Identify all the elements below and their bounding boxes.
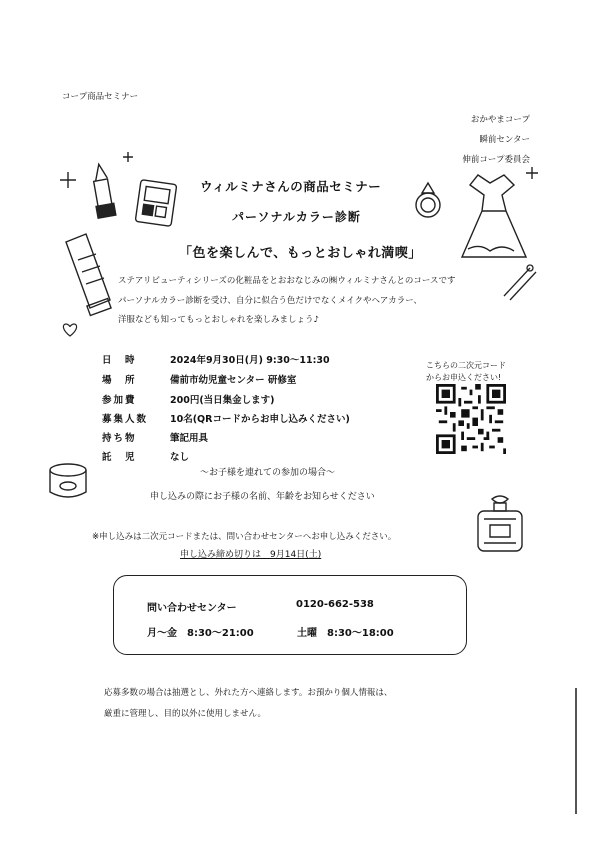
cosmetics-illustration [58, 150, 198, 320]
info-value: なし [170, 452, 190, 463]
dress-ring-illustration [410, 165, 540, 270]
cream-jar-icon [46, 462, 90, 502]
mascara-icon [500, 262, 540, 302]
info-value: 10名(QRコードからお申し込みください) [170, 414, 350, 425]
info-value: 備前市幼児童センター 研修室 [170, 375, 297, 386]
lipstick-icon [93, 163, 116, 218]
info-row-datetime [102, 352, 330, 366]
qr-code[interactable] [436, 384, 506, 454]
info-value: 2024年9月30日(月) 9:30～11:30 [170, 355, 330, 366]
organizer-2: 瞬前センター [479, 135, 530, 145]
sparkle-icon [526, 167, 538, 179]
description-line-2: パーソナルカラー診断を受け、自分に似合う色だけでなくメイクやヘアカラー、 [118, 296, 422, 306]
footer-line-1: 応募多数の場合は抽選とし、外れた方へ連絡します。お預かり個人情報は、 [104, 688, 393, 698]
dress-icon [462, 175, 526, 257]
info-label: 託 児 [102, 452, 137, 463]
description-line-1: ステアリビューティシリーズの化粧品をとおおなじみの㈱ウィルミナさんとのコースです [118, 276, 456, 286]
scan-edge-line [575, 688, 577, 814]
info-value: 筆記用具 [170, 433, 209, 444]
info-row-fee [102, 392, 275, 406]
deadline: 申し込み締め切りは 9月14日(土) [180, 550, 322, 560]
qr-note [426, 360, 526, 384]
info-row-belongings [102, 430, 208, 444]
info-label: 日 時 [102, 355, 137, 366]
seminar-subtitle: パーソナルカラー診断 [232, 210, 361, 224]
description-line-3: 洋服なども知ってもっとおしゃれを楽しみましょう♪ [118, 315, 319, 325]
seminar-title: ウィルミナさんの商品セミナー [200, 179, 382, 194]
info-label: 持ち物 [102, 433, 137, 444]
info-label: 場 所 [102, 375, 137, 386]
info-row-childcare [102, 449, 189, 463]
info-row-place [102, 372, 296, 386]
application-note: ※申し込みは二次元コードまたは、問い合わせセンターへお申し込みください。 [92, 532, 397, 542]
sparkle-icon [123, 152, 133, 162]
contact-box [113, 575, 467, 655]
perfume-bottle-icon [470, 495, 530, 557]
kids-heading: ～お子様を連れての参加の場合～ [200, 468, 336, 478]
organizer-3: 伸前コープ委員会 [462, 155, 530, 165]
contact-name: 問い合わせセンター [147, 603, 237, 614]
ring-icon [416, 183, 440, 217]
seminar-catchphrase: 「色を楽しんで、もっとおしゃれ満喫」 [179, 246, 422, 261]
info-label: 募集人数 [102, 414, 149, 425]
info-row-capacity [102, 411, 350, 425]
qr-note-line-1: こちらの二次元コード [426, 361, 506, 370]
info-label: 参加費 [102, 395, 137, 406]
contact-hours-weekday: 月～金 8:30～21:00 [147, 628, 254, 639]
heart-icon [60, 320, 80, 340]
contact-phone[interactable]: 0120-662-538 [296, 599, 374, 610]
footer-line-2: 厳重に管理し、目的以外に使用しません。 [104, 709, 267, 719]
series-label: コープ商品セミナー [62, 92, 139, 102]
contact-hours-saturday: 土曜 8:30～18:00 [297, 628, 394, 639]
sparkle-icon [60, 172, 76, 188]
compact-palette-icon [135, 180, 176, 227]
organizer-1: おかやまコープ [470, 115, 530, 125]
kids-text: 申し込みの際にお子様の名前、年齢をお知らせください [150, 492, 375, 502]
qr-note-line-2: からお申込ください! [426, 373, 502, 382]
info-value: 200円(当日集金します) [170, 395, 275, 406]
cream-tube-icon [66, 234, 111, 315]
